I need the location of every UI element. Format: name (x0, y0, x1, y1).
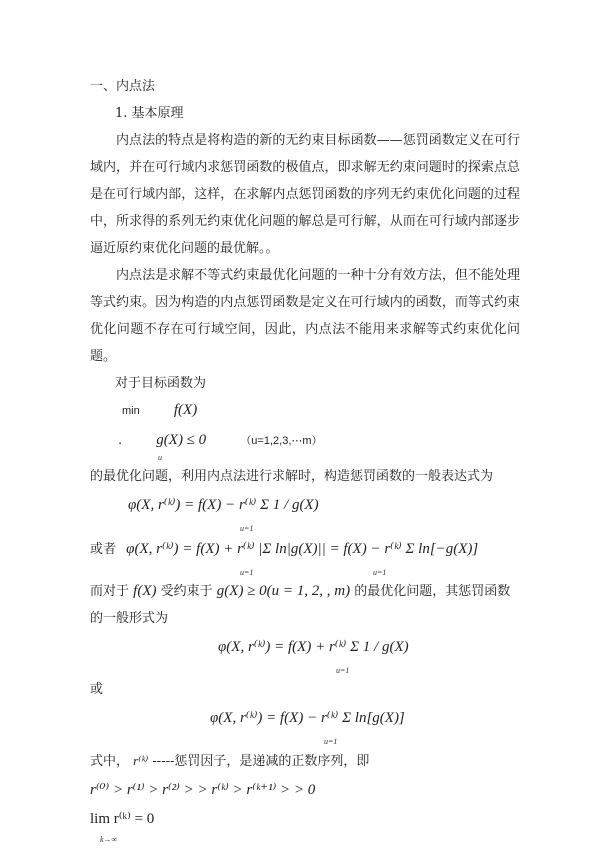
paragraph-principle: 内点法的特点是将构造的新的无约束目标函数——惩罚函数定义在可行域内，并在可行域内求惩罚函数的极值点，即求解无约束问题时的探索点总是在可行域内部，这样，在求解内点惩罚函数的序列无约束优化问题的过程中，所求得的系列无约束优化问题的解总是可行解，从而在可行域内部逐步逼近原约束优化问题的最优解。。 (90, 133, 520, 256)
min-line (90, 397, 520, 427)
or-label-2: 或 (90, 682, 104, 697)
where-text: -----惩罚因子，是递减的正数序列，即 (152, 754, 370, 769)
constraint-range: （u=1,2,3,⋯m） (240, 435, 323, 447)
limit-subscript: k→∞ (100, 835, 118, 844)
formula-3-block (90, 632, 520, 676)
limit-formula: lim r⁽ᵏ⁾ = 0 (90, 811, 155, 827)
geq-suffix: 的最优化问题，其惩罚函数的一般形式为 (90, 584, 511, 626)
general-expression-text: 的最优化问题，利用内点法进行求解时，构造惩罚函数的一般表达式为 (90, 469, 494, 484)
geq-mid: 受约束于 (160, 584, 213, 599)
geq-prefix: 而对于 (90, 584, 130, 599)
formula-2-sum-limit-1: u=1 (240, 568, 254, 577)
document-body (90, 73, 520, 845)
formula-1-block (90, 490, 520, 534)
section-heading: 一、内点法 (90, 79, 156, 94)
where-prefix: 式中， (90, 754, 130, 769)
formula-1-sum-limit: u=1 (240, 524, 254, 533)
formula-penalty-2: φ(X, r⁽ᵏ⁾) = f(X) + r⁽ᵏ⁾ |Σ ln|g(X)|| = f(X) − r⁽ᵏ⁾ Σ ln[−g(X)] (126, 541, 479, 557)
st-label: . (118, 433, 123, 448)
where-line (90, 747, 520, 775)
objective-function: f(X) (173, 402, 198, 418)
formula-4-sum-limit: u=1 (324, 737, 338, 746)
formula-penalty-1: φ(X, r⁽ᵏ⁾) = f(X) − r⁽ᵏ⁾ Σ 1 / g(X) (128, 497, 319, 513)
paragraph-limitation: 内点法是求解不等式约束最优化问题的一种十分有效方法，但不能处理等式约束。因为构造的内点惩罚函数是定义在可行域内的函数，而等式约束优化问题不存在可行域空间，因此，内点法不能用来求解等式约束优化问题。 (90, 268, 520, 364)
constraint: g(X) ≤ 0 (156, 432, 207, 448)
formula-4-block (90, 703, 520, 747)
geq-constraint-line (90, 578, 520, 632)
formula-penalty-4: φ(X, r⁽ᵏ⁾) = f(X) − r⁽ᵏ⁾ Σ ln[g(X)] (210, 710, 405, 726)
formula-2-block (90, 534, 520, 578)
formula-3-sum-limit: u=1 (336, 666, 350, 675)
geq-objective: f(X) (133, 583, 157, 599)
geq-constraint: g(X) ≥ 0(u = 1, 2, , m) (216, 583, 351, 599)
limit-block (90, 805, 520, 845)
min-label: min (122, 405, 140, 417)
constraint-line (90, 427, 520, 463)
formula-penalty-3: φ(X, r⁽ᵏ⁾) = f(X) + r⁽ᵏ⁾ Σ 1 / g(X) (218, 639, 409, 655)
objective-intro: 对于目标函数为 (115, 376, 207, 391)
formula-2-sum-limit-2: u=1 (373, 568, 387, 577)
subsection-heading: 1. 基本原理 (115, 106, 184, 121)
or-label: 或者 (90, 542, 117, 557)
constraint-subscript: u (158, 453, 162, 462)
penalty-sequence: r⁽⁰⁾ > r⁽¹⁾ > r⁽²⁾ > > r⁽ᵏ⁾ > r⁽ᵏ⁺¹⁾ > > 0 (90, 782, 316, 798)
where-penalty-factor: r⁽ᵏ⁾ (133, 753, 149, 768)
